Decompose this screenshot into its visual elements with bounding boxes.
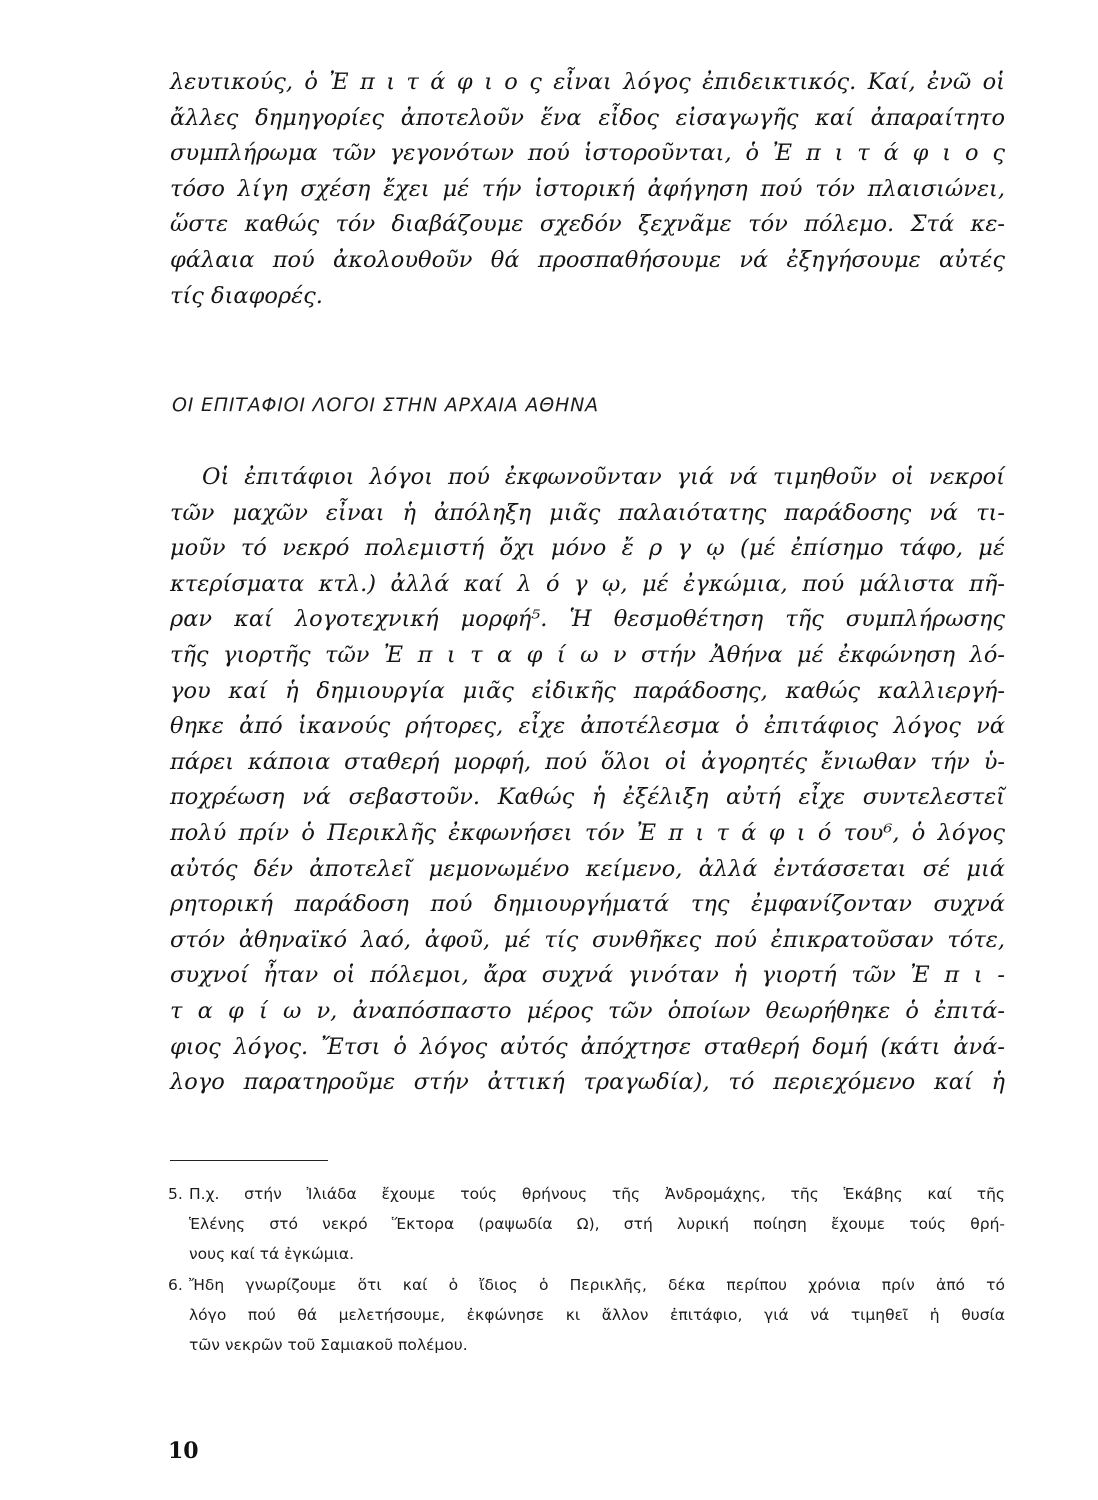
text-line: γου καί ἡ δημιουργία μιᾶς εἰδικῆς παράδοσης, καθώς καλλιεργή- (170, 677, 1005, 704)
footnote-divider (170, 1160, 328, 1161)
text-line: Οἱ ἐπιτάφιοι λόγοι πού ἐκφωνοῦνταν γιά νά τιμηθοῦν οἱ νεκροί (202, 464, 1005, 490)
text-line: ὥστε καθώς τόν διαβάζουμε σχεδόν ξεχνᾶμε τόν πόλεμο. Στά κε- (170, 211, 1005, 238)
text-line: κτερίσματα κτλ.) ἀλλά καί λ ό γ ῳ, μέ ἐγκώμια, πού μάλιστα πῆ- (170, 570, 1005, 597)
main-paragraph (170, 460, 1005, 1101)
text-line: πολύ πρίν ὁ Περικλῆς ἐκφωνήσει τόν Ἐ π ι τ ά φ ι ό του⁶, ὁ λόγος (170, 819, 1005, 846)
text-line: μοῦν τό νεκρό πολεμιστή ὄχι μόνο ἔ ρ γ ῳ (μέ ἐπίσημο τάφο, μέ (170, 535, 1005, 562)
text-line: πάρει κάποια σταθερή μορφή, πού ὅλοι οἱ ἀγορητές ἔνιωθαν τήν ὑ- (170, 748, 1005, 775)
text-line: ραν καί λογοτεχνική μορφή⁵. Ἡ θεσμοθέτηση τῆς συμπλήρωσης (170, 606, 1005, 633)
section-heading: ΟΙ ΕΠΙΤΑΦΙΟΙ ΛΟΓΟΙ ΣΤΗΝ ΑΡΧΑΙΑ ΑΘΗΝΑ (172, 394, 599, 416)
text-line: θηκε ἀπό ἱκανούς ρήτορες, εἶχε ἀποτέλεσμα ὁ ἐπιτάφιος λόγος νά (170, 713, 1005, 740)
footnote-6 (168, 1270, 1005, 1360)
footnote-text: νους καί τά ἐγκώμια. (189, 1245, 355, 1263)
text-line: ρητορική παράδοση πού δημιουργήματά της ἐμφανίζονταν συχνά (170, 891, 1005, 918)
text-line: τῆς γιορτῆς τῶν Ἐ π ι τ α φ ί ω ν στήν Ἀθήνα μέ ἐκφώνηση λό- (170, 641, 1005, 668)
page-number: 10 (168, 1438, 199, 1464)
text-line: συμπλήρωμα τῶν γεγονότων πού ἱστοροῦνται, ὁ Ἐ π ι τ ά φ ι ο ς (170, 140, 1005, 167)
text-line: αὐτός δέν ἀποτελεῖ μεμονωμένο κείμενο, ἀλλά ἐντάσσεται σέ μιά (170, 855, 1005, 882)
text-line: συχνοί ἦταν οἱ πόλεμοι, ἄρα συχνά γινόταν ἡ γιορτή τῶν Ἐ π ι - (170, 962, 1005, 989)
text-line: τίς διαφορές. (170, 282, 323, 309)
text-line: τόσο λίγη σχέση ἔχει μέ τήν ἱστορική ἀφήγηση πού τόν πλαισιώνει, (170, 175, 1005, 202)
text-line: λευτικούς, ὁ Ἐ π ι τ ά φ ι ο ς εἶναι λόγος ἐπιδεικτικός. Καί, ἐνῶ οἱ (170, 69, 1005, 95)
footnote-5 (168, 1179, 1005, 1269)
footnote-number: 5. (168, 1185, 183, 1203)
footnote-number: 6. (168, 1276, 183, 1294)
footnote-text: Ἑλένης στό νεκρό Ἕκτορα (ραψωδία Ω), στή λυρική ποίηση ἔχουμε τούς θρή- (189, 1215, 1005, 1233)
footnote-text: τῶν νεκρῶν τοῦ Σαμιακοῦ πολέμου. (189, 1336, 468, 1354)
text-line: φιος λόγος. Ἔτσι ὁ λόγος αὐτός ἀπόχτησε σταθερή δομή (κάτι ἀνά- (170, 1033, 1005, 1060)
paragraph-continuation (170, 65, 1005, 314)
text-line: φάλαια πού ἀκολουθοῦν θά προσπαθήσουμε νά ἐξηγήσουμε αὐτές (170, 246, 1005, 273)
footnote-text: Π.χ. στήν Ἰλιάδα ἔχουμε τούς θρήνους τῆς Ἀνδρομάχης, τῆς Ἑκάβης καί τῆς (189, 1185, 1005, 1203)
footnote-text: λόγο πού θά μελετήσουμε, ἐκφώνησε κι ἄλλον ἐπιτάφιο, γιά νά τιμηθεῖ ἡ θυσία (189, 1306, 1005, 1324)
text-line: λογο παρατηροῦμε στήν ἀττική τραγωδία), τό περιεχόμενο καί ἡ (170, 1069, 1005, 1096)
text-line: στόν ἀθηναϊκό λαό, ἀφοῦ, μέ τίς συνθῆκες πού ἐπικρατοῦσαν τότε, (170, 926, 1005, 953)
text-line: ποχρέωση νά σεβαστοῦν. Καθώς ἡ ἐξέλιξη αὐτή εἶχε συντελεστεῖ (170, 784, 1005, 811)
text-line: ἄλλες δημηγορίες ἀποτελοῦν ἕνα εἶδος εἰσαγωγῆς καί ἀπαραίτητο (170, 104, 1005, 131)
footnote-text: Ἤδη γνωρίζουμε ὅτι καί ὁ ἴδιος ὁ Περικλῆς, δέκα περίπου χρόνια πρίν ἀπό τό (189, 1276, 1005, 1294)
text-line: τ α φ ί ω ν, ἀναπόσπαστο μέρος τῶν ὁποίων θεωρήθηκε ὁ ἐπιτά- (170, 997, 1005, 1024)
text-line: τῶν μαχῶν εἶναι ἡ ἀπόληξη μιᾶς παλαιότατης παράδοσης νά τι- (170, 499, 1005, 526)
